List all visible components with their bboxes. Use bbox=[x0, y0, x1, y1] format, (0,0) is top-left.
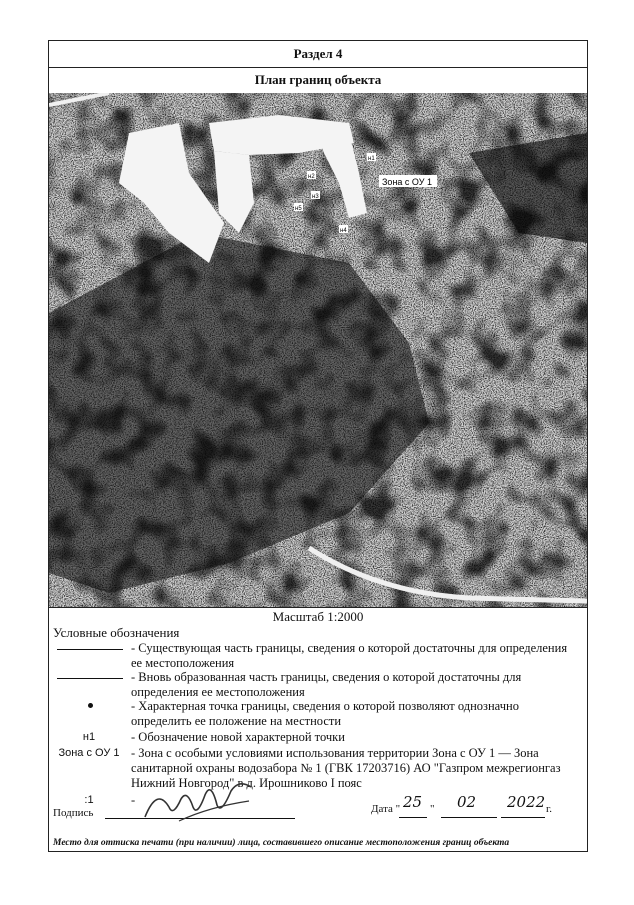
date-year-line bbox=[501, 817, 545, 818]
legend-text: - Зона с особыми условиями использования территории Зона с ОУ 1 — Зона санитарной охраны водозабора № 1 (ГВК 17203716) АО "Газпром межрегионгаз Нижний Новгород" в д. Ирошниково I пояс bbox=[131, 746, 561, 790]
date-month: 02 bbox=[457, 793, 477, 811]
legend-item-new-boundary bbox=[49, 670, 587, 702]
aerial-photo-svg bbox=[49, 93, 587, 607]
date-month-line bbox=[441, 817, 497, 818]
legend-title: Условные обозначения bbox=[53, 625, 180, 640]
legend-item-existing-boundary bbox=[49, 641, 587, 673]
legend-text: - Характерная точка границы, сведения о которой позволяют однозначно определить ее положение на местности bbox=[131, 699, 519, 728]
legend-text: - Вновь образованная часть границы, сведения о которой достаточны для определения ее местоположения bbox=[131, 670, 522, 699]
signature-label: Подпись bbox=[53, 807, 94, 819]
point-label: н1 bbox=[368, 156, 375, 162]
map-scale: Масштаб 1:2000 bbox=[272, 609, 364, 624]
legend-symbol-code: :1 bbox=[84, 794, 94, 806]
point-label: н4 bbox=[340, 228, 347, 234]
stamp-note: Место для оттиска печати (при наличии) лица, составившего описание местоположения границ объекта bbox=[53, 838, 510, 848]
aerial-map bbox=[49, 93, 587, 608]
legend-text: - bbox=[131, 793, 136, 807]
section-title: Раздел 4 bbox=[49, 41, 587, 68]
legend-text: - Обозначение новой характерной точки bbox=[131, 730, 345, 744]
legend-symbol-code: Зона с ОУ 1 bbox=[58, 747, 120, 759]
legend-item-zone bbox=[49, 746, 587, 792]
legend-item-boundary-point bbox=[49, 699, 587, 731]
point-label: н2 bbox=[308, 174, 315, 180]
legend-text: - Существующая часть границы, сведения о которой достаточны для определения ее местоположения bbox=[131, 641, 568, 670]
handwritten-signature bbox=[139, 777, 259, 827]
date-day: 25 bbox=[403, 793, 423, 811]
legend-symbol-code: н1 bbox=[82, 731, 96, 743]
document-frame bbox=[48, 40, 588, 852]
date-quote: " bbox=[430, 803, 435, 815]
point-label: н3 bbox=[312, 194, 319, 200]
plan-title: План границ объекта bbox=[49, 67, 587, 94]
date-suffix: г. bbox=[546, 803, 553, 815]
zone-map-label: Зона с ОУ 1 bbox=[382, 177, 432, 187]
date-day-line bbox=[399, 817, 427, 818]
date-label: Дата " bbox=[371, 803, 401, 815]
legend-item-new-point bbox=[49, 730, 587, 746]
point-label: н5 bbox=[295, 206, 302, 212]
date-year: 2022 bbox=[507, 793, 546, 811]
